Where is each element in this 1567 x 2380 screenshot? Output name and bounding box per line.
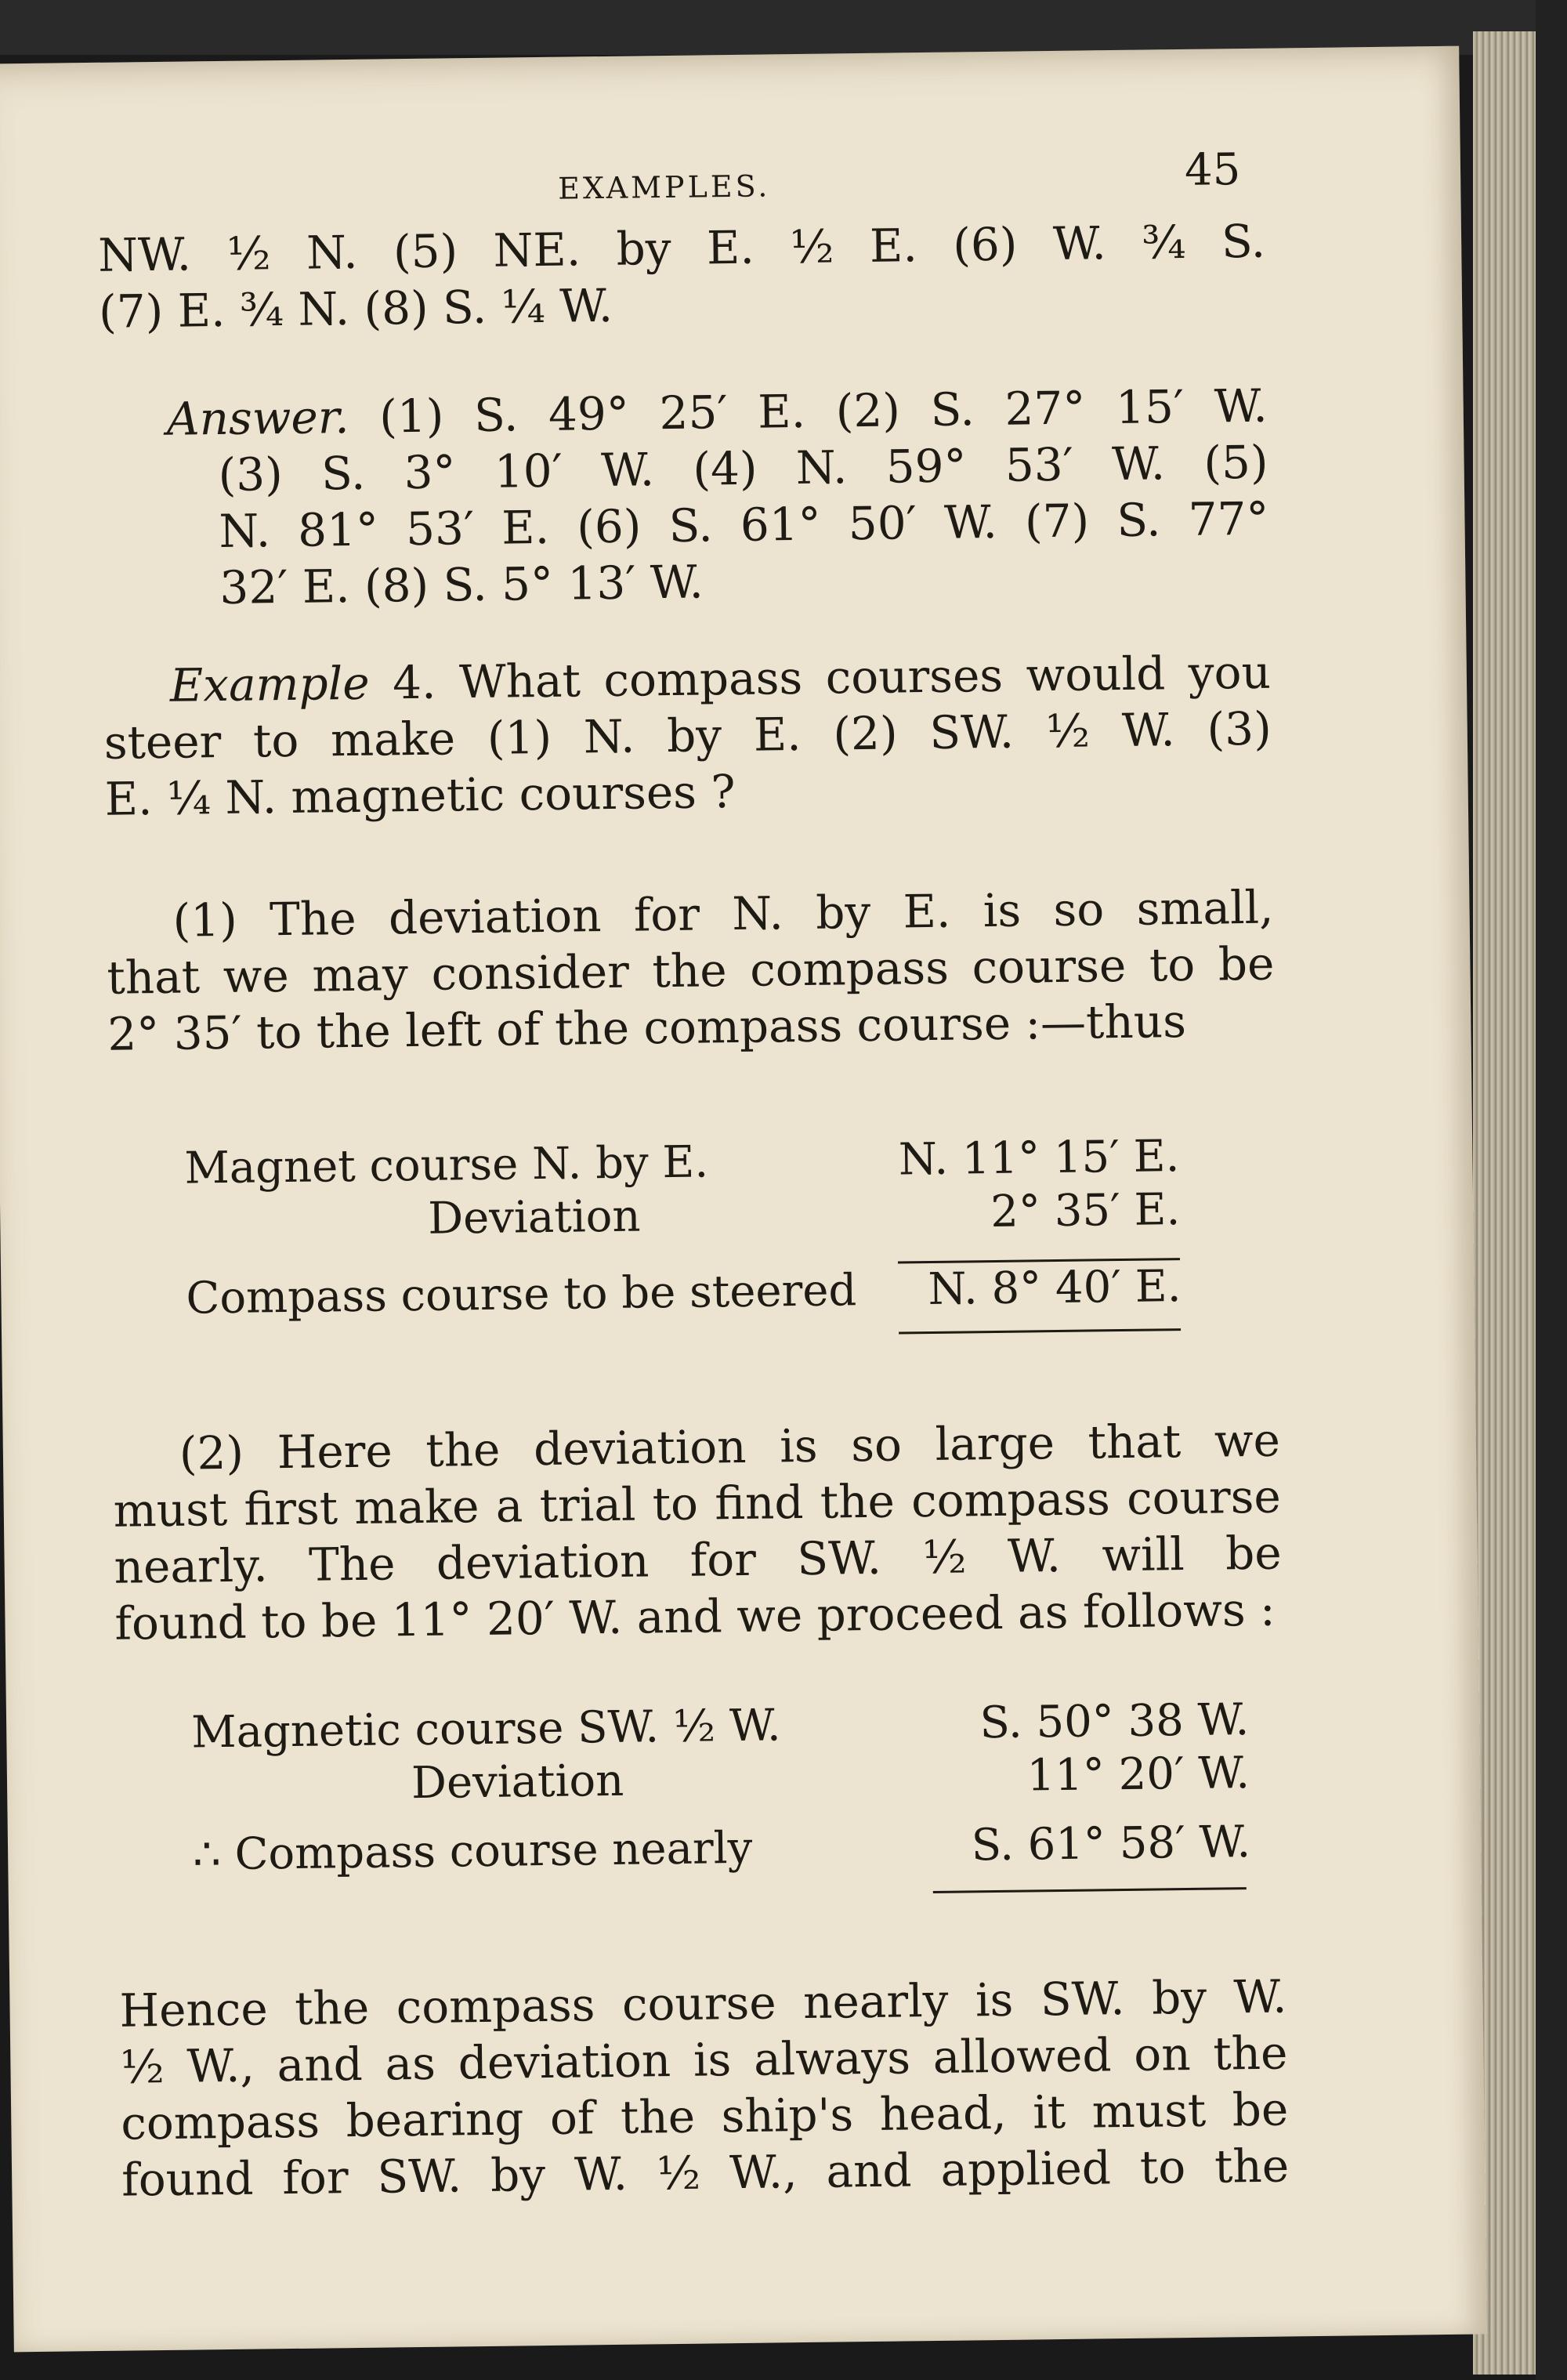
text-line: (2) Here the deviation is so large that we — [179, 1413, 1281, 1480]
calc-label: Deviation — [411, 1755, 624, 1809]
text-line: 32′ E. (8) S. 5° 13′ W. — [219, 555, 704, 614]
text-line: steer to make (1) N. by E. (2) SW. ½ W. (3) — [103, 701, 1272, 770]
text-line: (1) S. 49° 25′ E. (2) S. 27° 15′ W. — [378, 379, 1268, 444]
text-line: (1) The deviation for N. by E. is so small, — [172, 880, 1274, 947]
text-line: nearly. The deviation for SW. ½ W. will be — [114, 1526, 1282, 1594]
calc-row — [192, 1748, 1250, 1829]
text-line: (7) E. ¾ N. (8) S. ¼ W. — [98, 278, 613, 339]
calculation-1 — [184, 1131, 1182, 1326]
calc-label: Magnetic course SW. ½ W. — [190, 1700, 781, 1759]
calc-value: N. 8° 40′ E. — [928, 1261, 1182, 1316]
text-line: Hence the compass course nearly is SW. by W. — [119, 1969, 1287, 2038]
background-top — [0, 0, 1567, 55]
calc-label: Compass course to be steered — [186, 1265, 857, 1324]
example-label: Example — [169, 656, 370, 712]
text-line: must first make a trial to find the compass course — [113, 1469, 1282, 1538]
running-head: EXAMPLES. — [557, 168, 771, 206]
calc-value: 11° 20′ W. — [1026, 1748, 1250, 1802]
text-line: N. 81° 53′ E. (6) S. 61° 50′ W. (7) S. 77° — [219, 491, 1269, 559]
text-line: 2° 35′ to the left of the compass course :—thus — [107, 994, 1187, 1061]
background-right — [1536, 0, 1567, 2380]
calculation-2 — [191, 1694, 1251, 1882]
text-line: ½ W., and as deviation is always allowed on the — [120, 2026, 1288, 2094]
text-line: found for SW. by W. ½ W., and applied to the — [121, 2139, 1290, 2207]
conclusion-block — [119, 1968, 1289, 2208]
sum-rule — [899, 1328, 1181, 1334]
calc-value: S. 50° 38 W. — [979, 1694, 1250, 1749]
text-line: found to be 11° 20′ W. and we proceed as follows : — [114, 1582, 1276, 1650]
text-line: (3) S. 3° 10′ W. (4) N. 59° 53′ W. (5) — [218, 435, 1268, 502]
page-header — [0, 134, 1461, 223]
sum-rule — [933, 1887, 1247, 1893]
answer-label: Answer. — [166, 389, 349, 446]
part1-block — [106, 879, 1276, 1063]
answer-block — [100, 378, 1269, 618]
text-line: NW. ½ N. (5) NE. by E. ½ E. (6) W. ¾ S. — [97, 214, 1266, 282]
calc-row — [186, 1261, 1182, 1327]
calc-value: S. 61° 58′ W. — [971, 1817, 1251, 1871]
calc-label: Deviation — [427, 1190, 641, 1244]
text-line: E. ¼ N. magnetic courses ? — [104, 764, 736, 826]
text-line: compass bearing of the ship's head, it must be — [120, 2082, 1289, 2150]
book-page — [0, 46, 1487, 2353]
example-block — [103, 644, 1273, 828]
intro-block — [98, 213, 1267, 340]
text-line: that we may consider the compass course to be — [107, 936, 1275, 1005]
calc-label: ∴ Compass course nearly — [192, 1822, 753, 1881]
text-line: 4. What compass courses would you — [392, 645, 1272, 710]
calc-value: 2° 35′ E. — [990, 1184, 1181, 1238]
part2-block — [112, 1412, 1282, 1652]
calc-value: N. 11° 15′ E. — [898, 1131, 1180, 1186]
calc-label: Magnet course N. by E. — [184, 1136, 709, 1194]
page-number: 45 — [1184, 144, 1241, 196]
